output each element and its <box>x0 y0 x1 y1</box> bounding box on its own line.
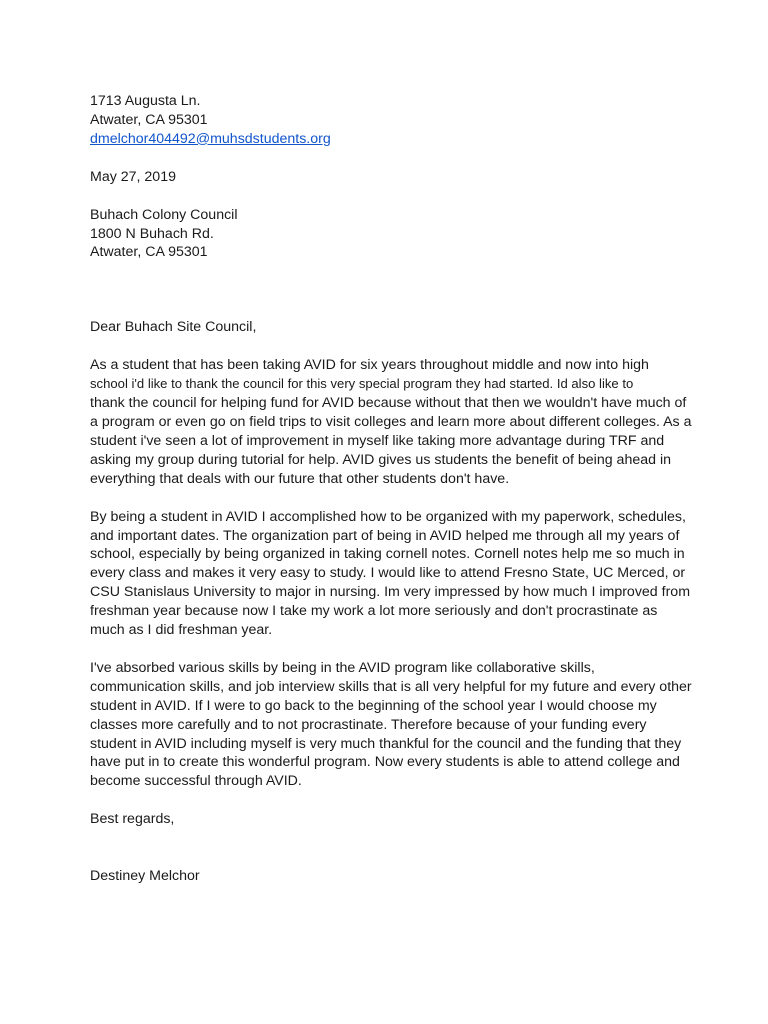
signature-name: Destiney Melchor <box>90 868 200 885</box>
paragraph-line: a program or even go on field trips to visit colleges and learn more about different colleges. As a <box>90 413 692 430</box>
sender-street: 1713 Augusta Ln. <box>90 93 201 109</box>
paragraph-line: student in AVID. If I were to go back to the beginning of the school year I would choose my <box>90 697 657 714</box>
paragraph-line: school i'd like to thank the council for this very special program they had started. Id also like to <box>90 376 634 392</box>
paragraph-line: have put in to create this wonderful program. Now every students is able to attend college and <box>90 754 680 771</box>
paragraph-line: and important dates. The organization part of being in AVID helped me through all my years of <box>90 527 680 544</box>
sender-address <box>90 92 690 149</box>
paragraph-line: classes more carefully and to not procrastinate. Therefore because of your funding every <box>90 716 647 733</box>
paragraph-2 <box>90 508 690 640</box>
sender-city: Atwater, CA 95301 <box>90 111 208 128</box>
paragraph-line: thank the council for helping fund for AVID because without that then we wouldn't have much of <box>90 395 687 412</box>
paragraph-line: By being a student in AVID I accomplished how to be organized with my paperwork, schedules, <box>90 508 686 525</box>
paragraph-line: everything that deals with our future that other students don't have. <box>90 470 510 487</box>
recipient-city: Atwater, CA 95301 <box>90 244 208 261</box>
paragraph-line: freshman year because now I take my work a lot more seriously and don't procrastinate as <box>90 603 658 620</box>
paragraph-line: I've absorbed various skills by being in the AVID program like collaborative skills, <box>90 659 595 676</box>
recipient-address <box>90 206 690 263</box>
letter-date: May 27, 2019 <box>90 168 176 185</box>
paragraph-1 <box>90 356 690 488</box>
paragraph-line: student in AVID including myself is very much thankful for the council and the funding that they <box>90 735 682 752</box>
paragraph-line: school, especially by being organized in taking cornell notes. Cornell notes help me so much in <box>90 546 685 563</box>
recipient-name: Buhach Colony Council <box>90 206 238 223</box>
paragraph-line: become successful through AVID. <box>90 773 302 790</box>
paragraph-line: much as I did freshman year. <box>90 622 273 639</box>
letter-body <box>90 92 690 886</box>
paragraph-line: As a student that has been taking AVID for six years throughout middle and now into high <box>90 357 649 374</box>
salutation: Dear Buhach Site Council, <box>90 319 257 336</box>
paragraph-3 <box>90 659 690 791</box>
paragraph-line: every class and makes it very easy to study. I would like to attend Fresno State, UC Merced, or <box>90 565 686 582</box>
sender-email-link[interactable]: dmelchor404492@muhsdstudents.org <box>90 130 331 147</box>
recipient-street: 1800 N Buhach Rd. <box>90 225 214 242</box>
paragraph-line: communication skills, and job interview skills that is all very helpful for my future and every other <box>90 678 692 695</box>
closing: Best regards, <box>90 811 175 828</box>
paragraph-line: student i've seen a lot of improvement in myself like taking more advantage during TRF and <box>90 432 665 449</box>
paragraph-line: asking my group during tutorial for help. AVID gives us students the benefit of being ahead in <box>90 451 671 468</box>
paragraph-line: CSU Stanislaus University to major in nursing. Im very impressed by how much I improved from <box>90 584 691 601</box>
